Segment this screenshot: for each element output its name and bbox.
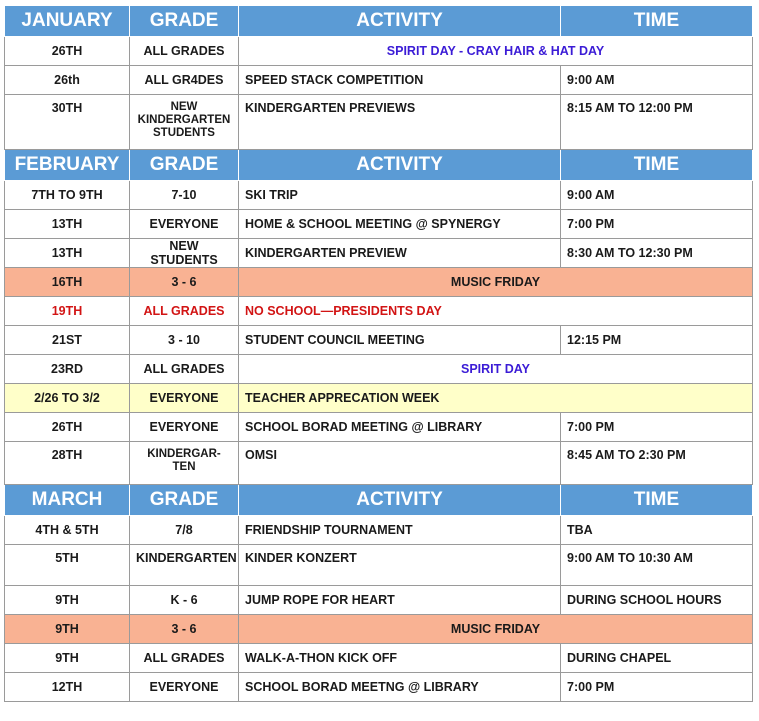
activity-cell: NO SCHOOL—PRESIDENTS DAY [239,297,753,326]
grade-cell: EVERYONE [130,413,239,442]
time-cell: 8:15 AM TO 12:00 PM [561,95,753,150]
time-header: TIME [561,485,753,516]
grade-cell: EVERYONE [130,673,239,702]
table-row [5,644,753,673]
table-row-holiday [5,297,753,326]
grade-cell: ALL GRADES [130,644,239,673]
activity-cell: SPEED STACK COMPETITION [239,66,561,95]
date-cell: 7TH TO 9TH [5,181,130,210]
activity-cell: SCHOOL BORAD MEETNG @ LIBRARY [239,673,561,702]
time-cell: 7:00 PM [561,210,753,239]
february-header-row [5,150,753,181]
table-row [5,516,753,545]
grade-cell: 3 - 10 [130,326,239,355]
table-row [5,181,753,210]
activity-header: ACTIVITY [239,485,561,516]
month-header-january: JANUARY [5,6,130,37]
activity-cell: TEACHER APPRECATION WEEK [239,384,753,413]
table-row [5,95,753,150]
time-cell: 12:15 PM [561,326,753,355]
grade-cell: K - 6 [130,586,239,615]
table-row-music-friday [5,615,753,644]
table-row [5,673,753,702]
date-cell: 9TH [5,615,130,644]
date-cell: 30TH [5,95,130,150]
activity-header: ACTIVITY [239,6,561,37]
activity-cell: SPIRIT DAY [239,355,753,384]
grade-header: GRADE [130,485,239,516]
activity-cell: KINDERGARTEN PREVIEW [239,239,561,268]
grade-cell: 3 - 6 [130,268,239,297]
activity-cell: MUSIC FRIDAY [239,268,753,297]
grade-cell: EVERYONE [130,210,239,239]
date-cell: 13TH [5,210,130,239]
table-row [5,586,753,615]
date-cell: 28TH [5,442,130,485]
table-row [5,66,753,95]
activity-cell: KINDER KONZERT [239,545,561,586]
grade-header: GRADE [130,150,239,181]
activity-cell: SCHOOL BORAD MEETING @ LIBRARY [239,413,561,442]
time-cell: DURING SCHOOL HOURS [561,586,753,615]
month-header-march: MARCH [5,485,130,516]
date-cell: 21ST [5,326,130,355]
date-cell: 16TH [5,268,130,297]
date-cell: 26th [5,66,130,95]
table-row [5,326,753,355]
time-cell: 8:45 AM TO 2:30 PM [561,442,753,485]
grade-cell: ALL GRADES [130,37,239,66]
grade-header: GRADE [130,6,239,37]
time-cell: DURING CHAPEL [561,644,753,673]
grade-cell: KINDERGARTEN [130,545,239,586]
time-cell: 9:00 AM [561,66,753,95]
time-cell: TBA [561,516,753,545]
grade-cell: NEW STUDENTS [130,239,239,268]
activity-header: ACTIVITY [239,150,561,181]
time-cell: 9:00 AM [561,181,753,210]
grade-cell: EVERYONE [130,384,239,413]
grade-cell: NEW KINDERGARTEN STUDENTS [130,95,239,150]
activity-cell: FRIENDSHIP TOURNAMENT [239,516,561,545]
activity-cell: SKI TRIP [239,181,561,210]
date-cell: 9TH [5,586,130,615]
activity-cell: MUSIC FRIDAY [239,615,753,644]
table-row [5,239,753,268]
time-cell: 9:00 AM TO 10:30 AM [561,545,753,586]
table-row-music-friday [5,268,753,297]
time-header: TIME [561,150,753,181]
month-header-february: FEBRUARY [5,150,130,181]
table-row [5,355,753,384]
date-cell: 5TH [5,545,130,586]
table-row [5,210,753,239]
activity-cell: STUDENT COUNCIL MEETING [239,326,561,355]
date-cell: 12TH [5,673,130,702]
table-row [5,37,753,66]
table-row [5,545,753,586]
march-header-row [5,485,753,516]
grade-cell: KINDERGAR-TEN [130,442,239,485]
activity-cell: HOME & SCHOOL MEETING @ SPYNERGY [239,210,561,239]
grade-cell: 3 - 6 [130,615,239,644]
date-cell: 26TH [5,37,130,66]
january-header-row [5,6,753,37]
date-cell: 9TH [5,644,130,673]
table-row [5,442,753,485]
time-cell: 7:00 PM [561,673,753,702]
grade-cell: ALL GRADES [130,355,239,384]
time-cell: 8:30 AM TO 12:30 PM [561,239,753,268]
activity-cell: KINDERGARTEN PREVIEWS [239,95,561,150]
date-cell: 4TH & 5TH [5,516,130,545]
table-row [5,413,753,442]
date-cell: 23RD [5,355,130,384]
date-cell: 19TH [5,297,130,326]
grade-cell: ALL GRADES [130,297,239,326]
activity-cell: JUMP ROPE FOR HEART [239,586,561,615]
grade-cell: ALL GR4DES [130,66,239,95]
date-cell: 26TH [5,413,130,442]
table-row-teacher-week [5,384,753,413]
grade-cell: 7-10 [130,181,239,210]
activity-cell: WALK-A-THON KICK OFF [239,644,561,673]
time-header: TIME [561,6,753,37]
grade-cell: 7/8 [130,516,239,545]
activity-cell: OMSI [239,442,561,485]
date-cell: 2/26 TO 3/2 [5,384,130,413]
date-cell: 13TH [5,239,130,268]
activity-cell: SPIRIT DAY - CRAY HAIR & HAT DAY [239,37,753,66]
time-cell: 7:00 PM [561,413,753,442]
school-calendar-table [4,5,753,702]
